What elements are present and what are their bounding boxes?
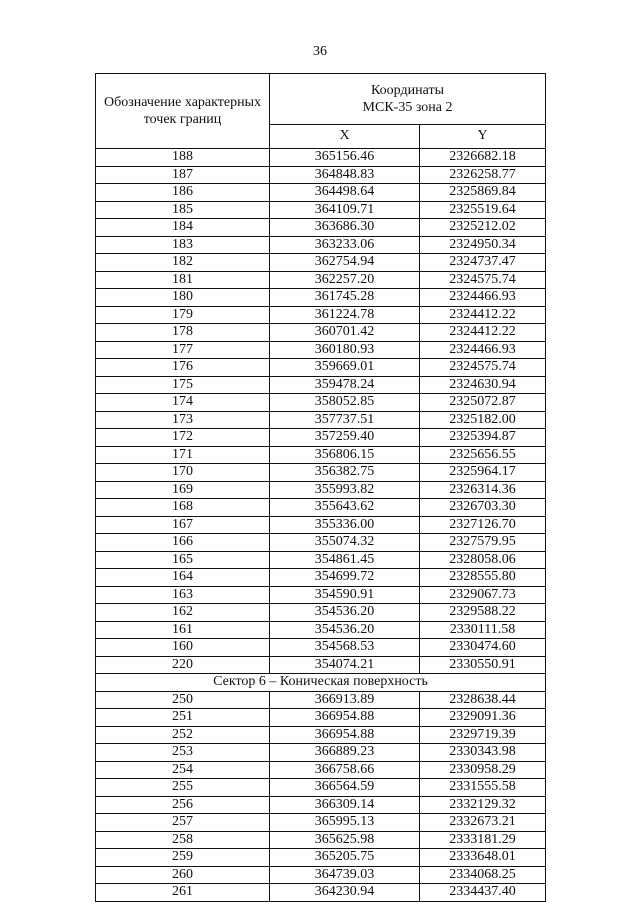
- y-coordinate-cell: 2331555.58: [420, 779, 546, 797]
- table-row: [96, 341, 546, 359]
- point-cell: 160: [96, 639, 270, 657]
- point-cell: 186: [96, 184, 270, 202]
- point-cell: 187: [96, 166, 270, 184]
- x-coordinate-cell: 355993.82: [270, 481, 420, 499]
- y-coordinate-cell: 2334437.40: [420, 884, 546, 902]
- point-cell: 181: [96, 271, 270, 289]
- x-coordinate-cell: 360701.42: [270, 324, 420, 342]
- table-header: [96, 74, 546, 149]
- x-coordinate-cell: 366309.14: [270, 796, 420, 814]
- point-cell: 176: [96, 359, 270, 377]
- y-coordinate-cell: 2324737.47: [420, 254, 546, 272]
- x-coordinate-cell: 360180.93: [270, 341, 420, 359]
- table-row: [96, 849, 546, 867]
- point-cell: 162: [96, 604, 270, 622]
- y-coordinate-cell: 2330550.91: [420, 656, 546, 674]
- x-coordinate-cell: 359478.24: [270, 376, 420, 394]
- table-row: [96, 306, 546, 324]
- table-row: [96, 621, 546, 639]
- point-cell: 184: [96, 219, 270, 237]
- y-coordinate-cell: 2325212.02: [420, 219, 546, 237]
- x-coordinate-cell: 364498.64: [270, 184, 420, 202]
- table-row: [96, 429, 546, 447]
- point-cell: 260: [96, 866, 270, 884]
- point-cell: 251: [96, 709, 270, 727]
- table-row: [96, 184, 546, 202]
- x-coordinate-cell: 362754.94: [270, 254, 420, 272]
- table-row: [96, 481, 546, 499]
- table-row: [96, 534, 546, 552]
- point-cell: 177: [96, 341, 270, 359]
- coordinates-table: [95, 73, 546, 902]
- x-coordinate-cell: 366954.88: [270, 709, 420, 727]
- point-cell: 178: [96, 324, 270, 342]
- x-coordinate-cell: 359669.01: [270, 359, 420, 377]
- x-column-header: X: [270, 124, 420, 148]
- table-body-sector-6: [96, 691, 546, 901]
- y-coordinate-cell: 2330111.58: [420, 621, 546, 639]
- point-cell: 182: [96, 254, 270, 272]
- point-cell: 175: [96, 376, 270, 394]
- point-cell: 163: [96, 586, 270, 604]
- section-divider: [96, 674, 546, 692]
- y-coordinate-cell: 2324950.34: [420, 236, 546, 254]
- point-cell: 252: [96, 726, 270, 744]
- y-coordinate-cell: 2328058.06: [420, 551, 546, 569]
- section-title: Сектор 6 – Коническая поверхность: [96, 674, 546, 692]
- x-coordinate-cell: 355643.62: [270, 499, 420, 517]
- point-cell: 180: [96, 289, 270, 307]
- table-row: [96, 796, 546, 814]
- x-coordinate-cell: 364848.83: [270, 166, 420, 184]
- x-coordinate-cell: 364230.94: [270, 884, 420, 902]
- y-coordinate-cell: 2325656.55: [420, 446, 546, 464]
- y-coordinate-cell: 2325182.00: [420, 411, 546, 429]
- x-coordinate-cell: 358052.85: [270, 394, 420, 412]
- table-row: [96, 499, 546, 517]
- y-coordinate-cell: 2324466.93: [420, 289, 546, 307]
- table-row: [96, 376, 546, 394]
- y-coordinate-cell: 2329588.22: [420, 604, 546, 622]
- section-row: [96, 674, 546, 692]
- table-row: [96, 639, 546, 657]
- point-cell: 220: [96, 656, 270, 674]
- point-cell: 169: [96, 481, 270, 499]
- coordinates-header-line2: МСК-35 зона 2: [362, 99, 453, 115]
- x-coordinate-cell: 356382.75: [270, 464, 420, 482]
- table-row: [96, 271, 546, 289]
- table-row: [96, 289, 546, 307]
- table-row: [96, 236, 546, 254]
- y-coordinate-cell: 2332129.32: [420, 796, 546, 814]
- point-cell: 161: [96, 621, 270, 639]
- y-coordinate-cell: 2324466.93: [420, 341, 546, 359]
- table-row: [96, 254, 546, 272]
- x-coordinate-cell: 354861.45: [270, 551, 420, 569]
- y-coordinate-cell: 2330343.98: [420, 744, 546, 762]
- point-cell: 166: [96, 534, 270, 552]
- coordinates-header-line1: Координаты: [371, 82, 444, 98]
- y-coordinate-cell: 2334068.25: [420, 866, 546, 884]
- x-coordinate-cell: 354590.91: [270, 586, 420, 604]
- x-coordinate-cell: 366758.66: [270, 761, 420, 779]
- y-coordinate-cell: 2326682.18: [420, 149, 546, 167]
- point-cell: 173: [96, 411, 270, 429]
- table-row: [96, 394, 546, 412]
- x-coordinate-cell: 357737.51: [270, 411, 420, 429]
- point-cell: 164: [96, 569, 270, 587]
- table-row: [96, 866, 546, 884]
- y-coordinate-cell: 2330958.29: [420, 761, 546, 779]
- y-coordinate-cell: 2324412.22: [420, 324, 546, 342]
- table-row: [96, 446, 546, 464]
- table-row: [96, 219, 546, 237]
- table-row: [96, 411, 546, 429]
- table-row: [96, 726, 546, 744]
- table-row: [96, 359, 546, 377]
- y-coordinate-cell: 2324575.74: [420, 271, 546, 289]
- x-coordinate-cell: 361224.78: [270, 306, 420, 324]
- point-column-header-line1: Обозначение характерных: [104, 95, 261, 110]
- y-coordinate-cell: 2327579.95: [420, 534, 546, 552]
- table-row: [96, 569, 546, 587]
- table-row: [96, 149, 546, 167]
- x-coordinate-cell: 365625.98: [270, 831, 420, 849]
- y-coordinate-cell: 2325072.87: [420, 394, 546, 412]
- x-coordinate-cell: 363686.30: [270, 219, 420, 237]
- y-coordinate-cell: 2329091.36: [420, 709, 546, 727]
- table-row: [96, 656, 546, 674]
- point-cell: 253: [96, 744, 270, 762]
- point-column-header: [96, 74, 270, 149]
- coordinates-header: [270, 74, 546, 125]
- y-coordinate-cell: 2328555.80: [420, 569, 546, 587]
- x-coordinate-cell: 362257.20: [270, 271, 420, 289]
- point-cell: 254: [96, 761, 270, 779]
- y-coordinate-cell: 2333648.01: [420, 849, 546, 867]
- table-row: [96, 516, 546, 534]
- x-coordinate-cell: 357259.40: [270, 429, 420, 447]
- y-coordinate-cell: 2328638.44: [420, 691, 546, 709]
- point-cell: 250: [96, 691, 270, 709]
- table-row: [96, 691, 546, 709]
- y-coordinate-cell: 2333181.29: [420, 831, 546, 849]
- table-row: [96, 551, 546, 569]
- y-coordinate-cell: 2325869.84: [420, 184, 546, 202]
- y-coordinate-cell: 2332673.21: [420, 814, 546, 832]
- x-coordinate-cell: 366564.59: [270, 779, 420, 797]
- table-row: [96, 586, 546, 604]
- y-coordinate-cell: 2324412.22: [420, 306, 546, 324]
- y-coordinate-cell: 2324630.94: [420, 376, 546, 394]
- point-cell: 185: [96, 201, 270, 219]
- x-coordinate-cell: 354536.20: [270, 621, 420, 639]
- x-coordinate-cell: 354699.72: [270, 569, 420, 587]
- point-cell: 172: [96, 429, 270, 447]
- table-row: [96, 464, 546, 482]
- point-cell: 255: [96, 779, 270, 797]
- x-coordinate-cell: 366954.88: [270, 726, 420, 744]
- table-row: [96, 779, 546, 797]
- x-coordinate-cell: 365995.13: [270, 814, 420, 832]
- point-cell: 258: [96, 831, 270, 849]
- x-coordinate-cell: 366889.23: [270, 744, 420, 762]
- table-row: [96, 604, 546, 622]
- x-coordinate-cell: 365205.75: [270, 849, 420, 867]
- point-cell: 170: [96, 464, 270, 482]
- y-coordinate-cell: 2329067.73: [420, 586, 546, 604]
- point-cell: 183: [96, 236, 270, 254]
- table-row: [96, 814, 546, 832]
- table-row: [96, 324, 546, 342]
- point-cell: 259: [96, 849, 270, 867]
- table-body-sector-a: [96, 149, 546, 674]
- point-cell: 261: [96, 884, 270, 902]
- y-coordinate-cell: 2325394.87: [420, 429, 546, 447]
- point-cell: 168: [96, 499, 270, 517]
- x-coordinate-cell: 365156.46: [270, 149, 420, 167]
- point-cell: 171: [96, 446, 270, 464]
- page-number: 36: [313, 44, 327, 59]
- table-row: [96, 744, 546, 762]
- x-coordinate-cell: 355074.32: [270, 534, 420, 552]
- point-cell: 167: [96, 516, 270, 534]
- y-coordinate-cell: 2330474.60: [420, 639, 546, 657]
- point-cell: 188: [96, 149, 270, 167]
- y-coordinate-cell: 2329719.39: [420, 726, 546, 744]
- x-coordinate-cell: 363233.06: [270, 236, 420, 254]
- table-row: [96, 201, 546, 219]
- point-column-header-line2: точек границ: [143, 112, 222, 127]
- x-coordinate-cell: 364109.71: [270, 201, 420, 219]
- x-coordinate-cell: 366913.89: [270, 691, 420, 709]
- x-coordinate-cell: 354536.20: [270, 604, 420, 622]
- x-coordinate-cell: 354568.53: [270, 639, 420, 657]
- point-cell: 257: [96, 814, 270, 832]
- y-coordinate-cell: 2326314.36: [420, 481, 546, 499]
- point-cell: 174: [96, 394, 270, 412]
- x-coordinate-cell: 364739.03: [270, 866, 420, 884]
- y-coordinate-cell: 2325519.64: [420, 201, 546, 219]
- point-cell: 165: [96, 551, 270, 569]
- table-row: [96, 709, 546, 727]
- y-column-header: Y: [420, 124, 546, 148]
- y-coordinate-cell: 2326703.30: [420, 499, 546, 517]
- y-coordinate-cell: 2325964.17: [420, 464, 546, 482]
- x-coordinate-cell: 354074.21: [270, 656, 420, 674]
- table-row: [96, 831, 546, 849]
- table-row: [96, 884, 546, 902]
- x-coordinate-cell: 356806.15: [270, 446, 420, 464]
- y-coordinate-cell: 2327126.70: [420, 516, 546, 534]
- y-coordinate-cell: 2324575.74: [420, 359, 546, 377]
- y-coordinate-cell: 2326258.77: [420, 166, 546, 184]
- point-cell: 179: [96, 306, 270, 324]
- x-coordinate-cell: 355336.00: [270, 516, 420, 534]
- table-row: [96, 761, 546, 779]
- x-coordinate-cell: 361745.28: [270, 289, 420, 307]
- table-row: [96, 166, 546, 184]
- point-cell: 256: [96, 796, 270, 814]
